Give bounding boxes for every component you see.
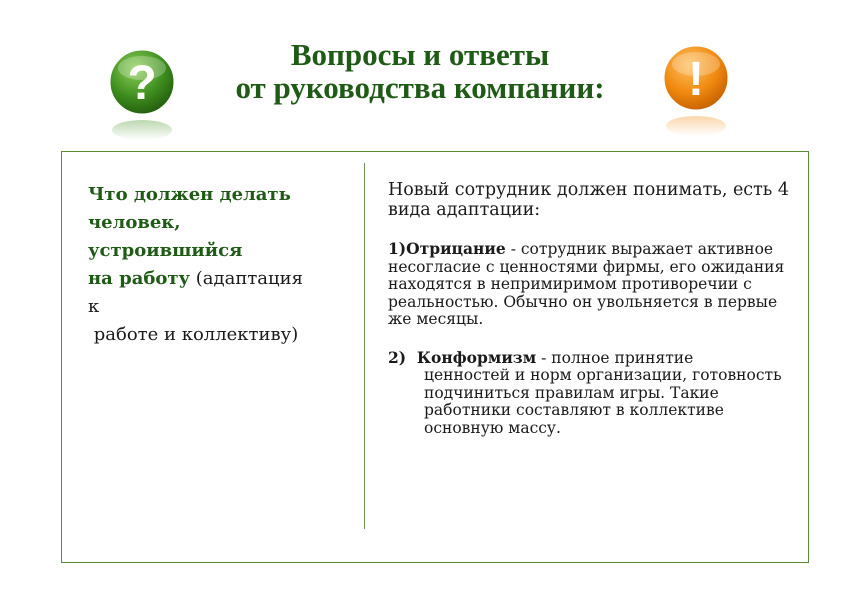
question-line-3: устроившийся (88, 240, 243, 261)
question-line-5: к (88, 296, 100, 317)
question-line-4-rest: (адаптация (190, 268, 303, 289)
answer-item-1 (388, 240, 798, 329)
question-block (88, 181, 356, 349)
answer-item-2-text-1: - полное принятие (536, 348, 694, 367)
column-divider (364, 163, 365, 529)
page-title (180, 38, 660, 104)
title-line-1: Вопросы и ответы (290, 37, 550, 72)
question-line-6: работе и коллективу) (88, 324, 299, 345)
answer-item-1-text: - сотрудник выражает активное несогласие с ценностями фирмы, его ожидания находятся в непримиримом противоречии с реальностью. Обычно он увольняется в первые же месяцы. (388, 240, 785, 328)
question-line-2: человек, (88, 212, 181, 233)
svg-text:?: ? (127, 57, 157, 110)
exclamation-mark-icon (657, 40, 735, 140)
title-line-2: от руководства компании: (235, 70, 605, 105)
svg-text:!: ! (688, 53, 704, 106)
question-line-1: Что должен делать (88, 184, 291, 205)
question-line-4-bold: на работу (88, 268, 191, 289)
answer-item-2-text-2: ценностей и норм организации, готовность подчиниться правилам игры. Такие работники составляют в коллективе основную массу. (424, 366, 782, 437)
answer-block (388, 180, 798, 437)
answer-item-2 (388, 349, 798, 438)
answer-intro: Новый сотрудник должен понимать, есть 4 вида адаптации: (388, 180, 790, 220)
answer-item-1-label: 1)Отрицание (388, 239, 506, 258)
answer-item-2-label: 2) Конформизм (388, 347, 537, 367)
question-mark-icon (103, 44, 181, 144)
